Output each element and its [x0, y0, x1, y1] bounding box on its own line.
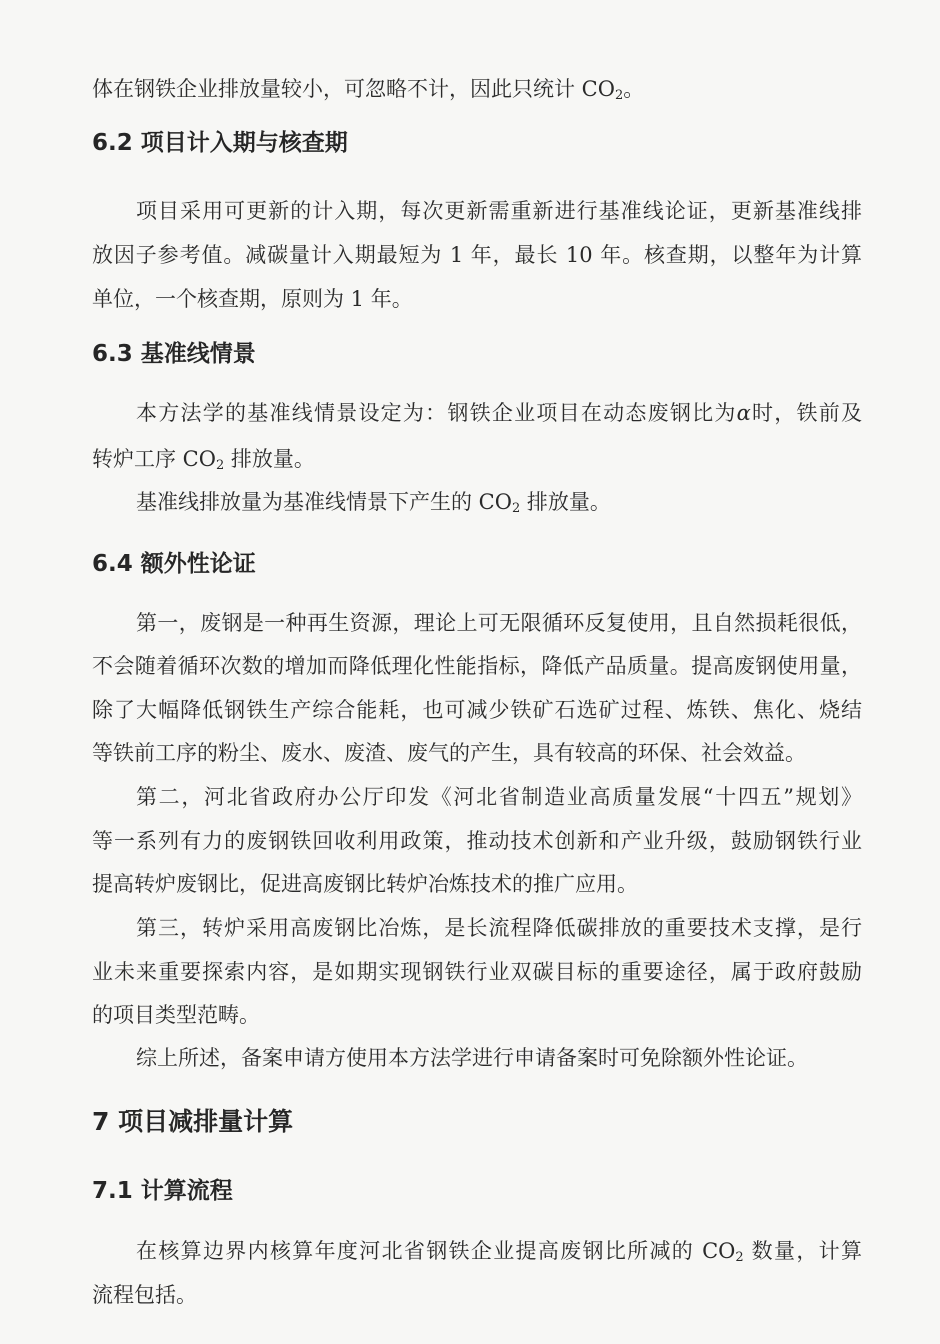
section-6-3-heading: 6.3 基准线情景: [92, 341, 256, 367]
s64-p3-line1: 第三，转炉采用高废钢比冶炼，是长流程降低碳排放的重要技术支撑，是行: [136, 916, 862, 940]
s63-p1-l2-text-b: 排放量。: [224, 447, 315, 471]
section-7-heading: 7 项目减排量计算: [92, 1107, 294, 1136]
section-6-2-heading: 6.2 项目计入期与核查期: [92, 130, 348, 156]
s62-p1-line3: 单位，一个核查期，原则为 1 年。: [92, 287, 413, 311]
s64-p4: 综上所述，备案申请方使用本方法学进行申请备案时可免除额外性论证。: [136, 1046, 808, 1070]
s64-p3-line2: 业未来重要探索内容，是如期实现钢铁行业双碳目标的重要途径，属于政府鼓励: [92, 960, 862, 984]
s63-p1-text-b: 时，铁前及: [750, 401, 863, 425]
section-6-4-heading: 6.4 额外性论证: [92, 551, 256, 577]
s64-p2-line3: 提高转炉废钢比，促进高废钢比转炉冶炼技术的推广应用。: [92, 872, 638, 896]
subscript: 2: [614, 88, 624, 103]
s63-p2-text-a: 基准线排放量为基准线情景下产生的 CO: [136, 490, 512, 514]
s71-p1-line1: [136, 1236, 862, 1273]
alpha-symbol: α: [736, 401, 751, 425]
s62-p1-line2: 放因子参考值。减碳量计入期最短为 1 年，最长 10 年。核查期，以整年为计算: [92, 243, 862, 267]
s64-p1-line2: 不会随着循环次数的增加而降低理化性能指标，降低产品质量。提高废钢使用量，: [92, 654, 862, 678]
s63-p2-text-b: 排放量。: [520, 490, 611, 514]
intro-text-end: 。: [623, 77, 645, 101]
s63-p1-text-a: 本方法学的基准线情景设定为：钢铁企业项目在动态废钢比为: [136, 401, 737, 425]
subscript: 2: [735, 1250, 744, 1265]
s63-p2: [136, 487, 862, 524]
s71-p1-text-b: 数量，计算: [743, 1239, 862, 1263]
s64-p2-line1: 第二，河北省政府办公厅印发《河北省制造业高质量发展“十四五”规划》: [136, 785, 862, 809]
s63-p1-l2-text-a: 转炉工序 CO: [92, 447, 216, 471]
s64-p1-line4: 等铁前工序的粉尘、废水、废渣、废气的产生，具有较高的环保、社会效益。: [92, 741, 806, 765]
s71-p1-line2: 流程包括。: [92, 1283, 197, 1307]
s64-p2-line2: 等一系列有力的废钢铁回收利用政策，推动技术创新和产业升级，鼓励钢铁行业: [92, 829, 862, 853]
s64-p3-line3: 的项目类型范畴。: [92, 1003, 260, 1027]
s64-p1-line1: 第一，废钢是一种再生资源，理论上可无限循环反复使用，且自然损耗很低，: [136, 611, 862, 635]
subscript: 2: [215, 458, 225, 473]
s64-p1-line3: 除了大幅降低钢铁生产综合能耗，也可减少铁矿石选矿过程、炼铁、焦化、烧结: [92, 698, 862, 722]
section-7-1-heading: 7.1 计算流程: [92, 1178, 233, 1204]
s63-p1-line2: [92, 444, 862, 481]
s63-p1-line1: [136, 398, 862, 428]
subscript: 2: [511, 501, 521, 516]
s62-p1-line1: 项目采用可更新的计入期，每次更新需重新进行基准线论证，更新基准线排: [136, 199, 862, 223]
intro-text: 体在钢铁企业排放量较小，可忽略不计，因此只统计 CO: [92, 77, 615, 101]
s71-p1-text-a: 在核算边界内核算年度河北省钢铁企业提高废钢比所减的 CO: [136, 1239, 736, 1263]
intro-line: [92, 74, 862, 111]
